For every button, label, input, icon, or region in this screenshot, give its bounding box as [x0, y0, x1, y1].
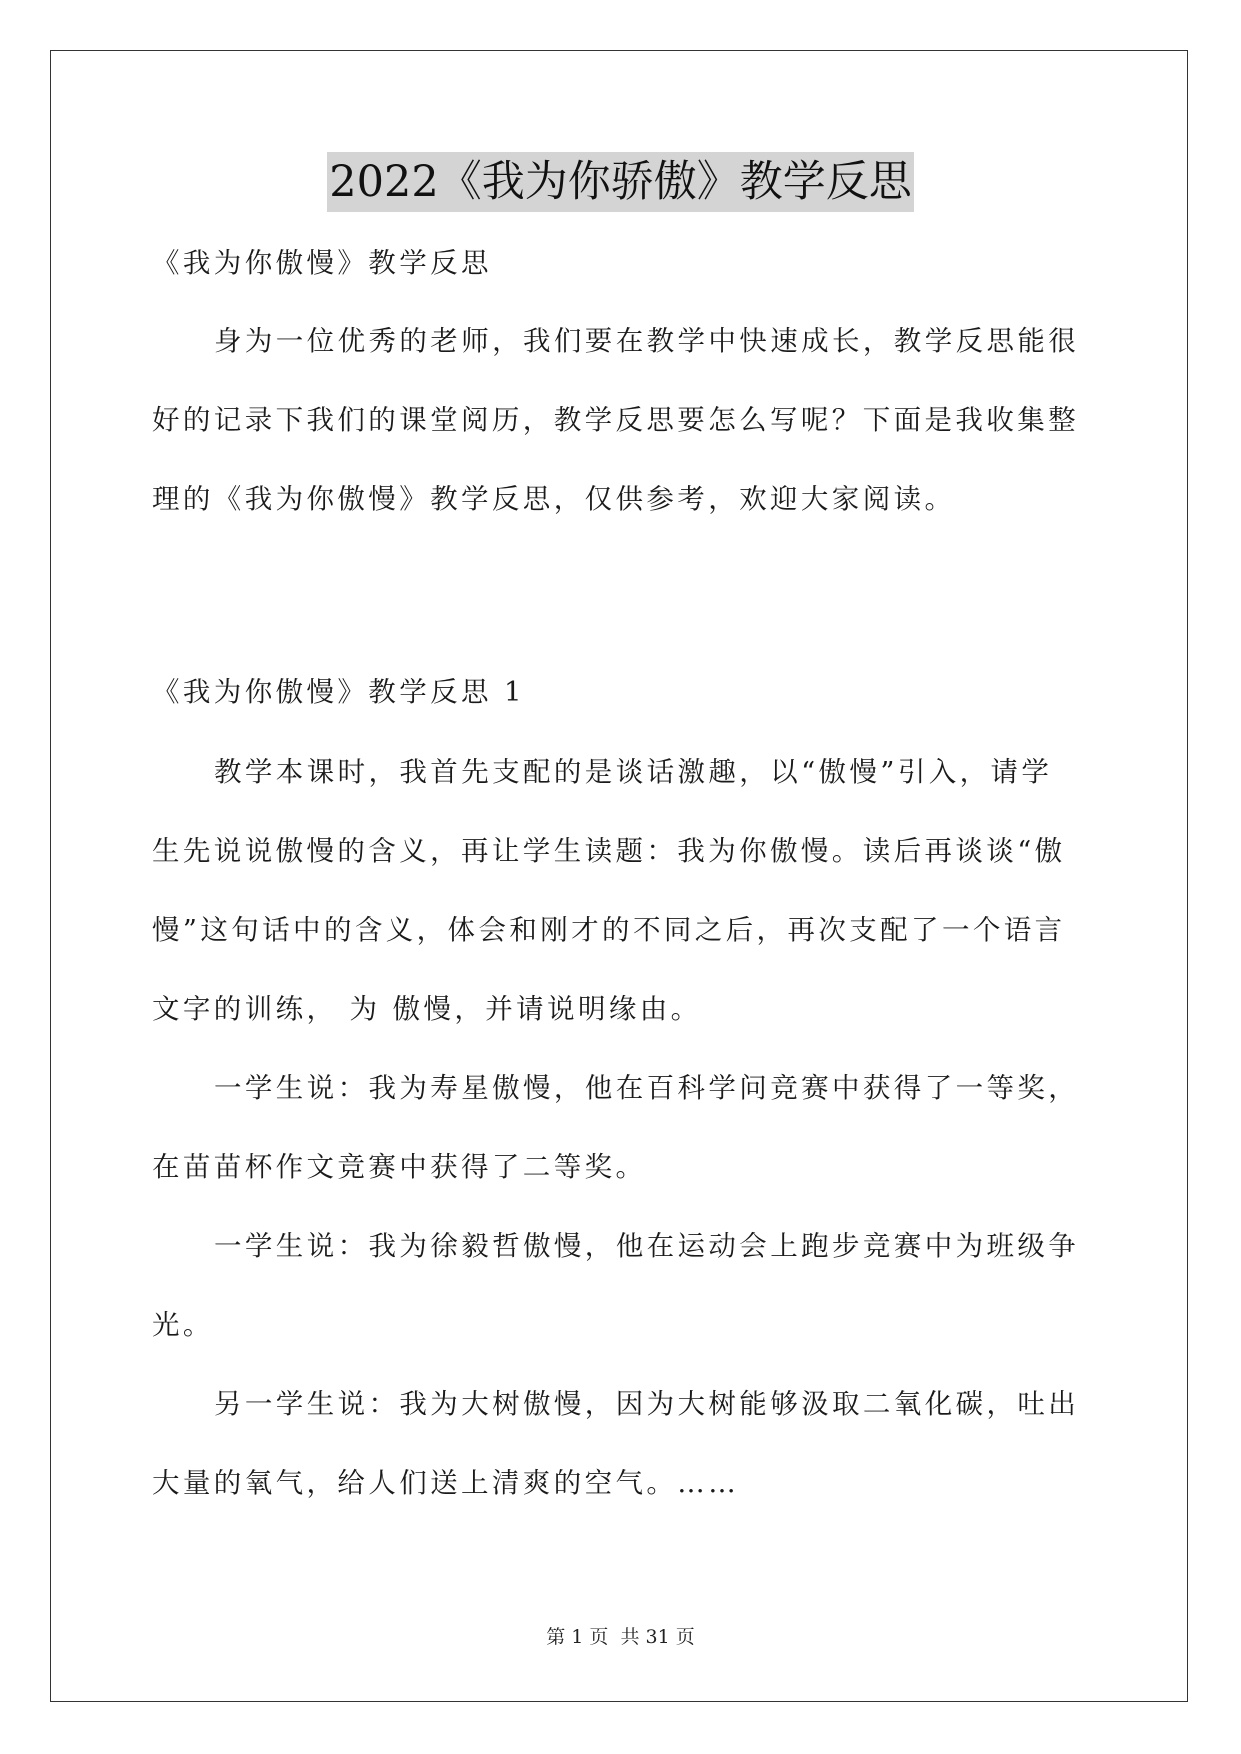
- page-border: [50, 50, 1188, 1702]
- title-wrap: [0, 152, 1241, 212]
- paragraph-line: 生先说说傲慢的含义，再让学生读题：我为你傲慢。读后再谈谈“傲: [152, 835, 1066, 867]
- paragraph-line: 身为一位优秀的老师，我们要在教学中快速成长，教学反思能很: [214, 325, 1080, 357]
- paragraph-line: 在苗苗杯作文竞赛中获得了二等奖。: [152, 1151, 647, 1183]
- paragraph-line: 教学本课时，我首先支配的是谈话激趣，以“傲慢”引入，请学: [214, 756, 1053, 788]
- paragraph-line: 好的记录下我们的课堂阅历，教学反思要怎么写呢？下面是我收集整: [152, 404, 1079, 436]
- page-number: 第 1 页: [546, 1626, 609, 1648]
- paragraph-line: 理的《我为你傲慢》教学反思，仅供参考，欢迎大家阅读。: [152, 483, 956, 515]
- paragraph-line: 大量的氧气，给人们送上清爽的空气。……: [152, 1467, 740, 1499]
- document-title: 2022《我为你骄傲》教学反思: [327, 152, 913, 212]
- paragraph-line: 一学生说：我为徐毅哲傲慢，他在运动会上跑步竞赛中为班级争: [214, 1230, 1080, 1262]
- page-total: 共 31 页: [620, 1626, 695, 1648]
- section-heading-1: 《我为你傲慢》教学反思 1: [152, 676, 525, 708]
- paragraph-line: 另一学生说：我为大树傲慢，因为大树能够汲取二氧化碳，吐出: [214, 1388, 1080, 1420]
- paragraph-line: 一学生说：我为寿星傲慢，他在百科学问竞赛中获得了一等奖，: [214, 1072, 1080, 1104]
- paragraph-line: 光。: [152, 1309, 214, 1341]
- paragraph-line: 慢”这句话中的含义，体会和刚才的不同之后，再次支配了一个语言: [152, 914, 1066, 946]
- section-heading-intro: 《我为你傲慢》教学反思: [152, 247, 492, 279]
- paragraph-line: 文字的训练， 为 傲慢，并请说明缘由。: [152, 993, 702, 1025]
- page-footer: [0, 1624, 1241, 1650]
